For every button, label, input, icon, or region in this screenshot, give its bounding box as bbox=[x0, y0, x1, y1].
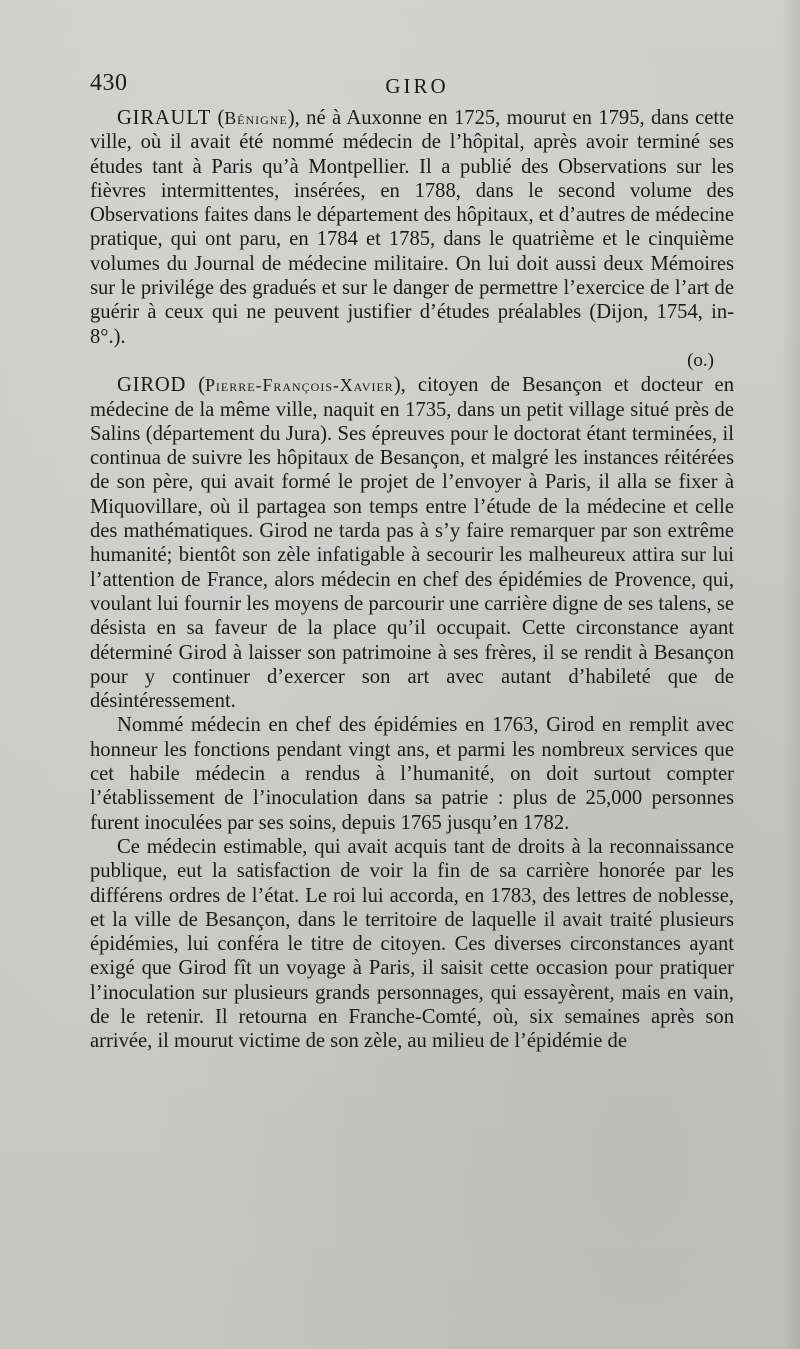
paragraph: Nommé médecin en chef des épidémies en 1763, Girod en remplit avec honneur les fonctions pendant vingt ans, et parmi les nombreux services que cet habile médecin a rendus à l’humanité, on doit surtout compter l’établissement de l’inoculation dans sa patrie : plus de 25,000 personnes furent inoculées par ses soins, depuis 1765 jusqu’en 1782. bbox=[90, 714, 734, 834]
page-body bbox=[90, 106, 734, 1054]
entry-girault: GIRAULT (Bénigne), né à Auxonne en 1725, mourut en 1795, dans cette ville, où il avait été nommé médecin de l’hôpital, après avoir terminé ses études tant à Paris qu’à Montpellier. Il a publié des Observations sur les fièvres intermittentes, insérées, en 1788, dans le second volume des Observations faites dans le département des hôpitaux, et d’autres de médecine pratique, qui ont paru, en 1784 et 1785, dans le quatrième et le cinquième volumes du Journal de médecine militaire. On lui doit aussi deux Mémoires sur le privilége des gradués et sur le danger de permettre l’exercice de l’art de guérir à ceux qui ne peuvent justifier d’études préalables (Dijon, 1754, in-8°.). bbox=[90, 107, 734, 348]
entry-name: GIROD bbox=[117, 374, 187, 397]
entry-text: né à Auxonne en 1725, mourut en 1795, dans cette ville, où il avait été nommé médecin de l’hôpital, après avoir terminé ses études tant à Paris qu’à Montpellier. Il a publié des Observations sur les fièvres intermittentes, insérées, en 1788, dans le second volume des Observations faites dans le département des hôpitaux, et d’autres de médecine pratique, qui ont paru, en 1784 et 1785, dans le quatrième et le cinquième volumes du Journal de médecine militaire. On lui doit aussi deux Mémoires sur le privilége des gradués et sur le danger de permettre l’exercice de l’art de guérir à ceux qui ne peuvent justifier d’études préalables (Dijon, 1754, in-8°.). bbox=[90, 107, 734, 348]
author-signature: (o.) bbox=[687, 349, 714, 371]
page-header bbox=[90, 70, 744, 106]
entry-name: GIRAULT bbox=[117, 107, 212, 129]
entry-girod: GIROD (Pierre-François-Xavier), citoyen de Besançon et docteur en médecine de la même ville, naquit en 1735, dans un petit village situé près de Salins (département du Jura). Ses épreuves pour le doctorat étant terminées, il continua de suivre les hôpitaux de Besançon, et malgré les instances réitérées de son père, qui avait formé le projet de l’envoyer à Paris, il alla se fixer à Miquovillare, où il partagea son temps entre l’étude de la médecine et celle des mathématiques. Girod ne tarda pas à s’y faire remarquer par son extrême humanité; bientôt son zèle infatigable à secourir les malheureux attira sur lui l’attention de France, alors médecin en chef des épidémies de Provence, qui, voulant lui fournir les moyens de parcourir une carrière digne de ses talens, se désista en sa faveur de la place qu’il occupait. Cette circonstance ayant déterminé Girod à laisser son patrimoine à ses frères, il se rendit à Besançon pour y continuer d’exercer son art avec autant d’habileté que de désintéressement. bbox=[90, 374, 734, 713]
paragraph: Ce médecin estimable, qui avait acquis tant de droits à la reconnaissance publique, eut la satisfaction de voir la fin de sa carrière honorée par les différens ordres de l’état. Le roi lui accorda, en 1783, des lettres de noblesse, et la ville de Besançon, dans le territoire de laquelle il avait traité plusieurs épidémies, lui conféra le titre de citoyen. Ces diverses circonstances ayant exigé que Girod fît un voyage à Paris, il saisit cette occasion pour pratiquer l’inoculation sur plusieurs grands personnages, qui essayèrent, mais en vain, de le retenir. Il retourna en Franche-Comté, où, six semaines après son arrivée, il mourut victime de son zèle, au milieu de l’épidémie de bbox=[90, 835, 734, 1053]
entry-forenames: Bénigne bbox=[224, 108, 288, 128]
running-head: GIRO bbox=[385, 74, 449, 98]
page-number: 430 bbox=[90, 70, 128, 96]
entry-forenames: Pierre-François-Xavier bbox=[205, 375, 394, 396]
entry-text: citoyen de Besançon et docteur en médecine de la même ville, naquit en 1735, dans un petit village situé près de Salins (département du Jura). Ses épreuves pour le doctorat étant terminées, il continua de suivre les hôpitaux de Besançon, et malgré les instances réitérées de son père, qui avait formé le projet de l’envoyer à Paris, il alla se fixer à Miquovillare, où il partagea son temps entre l’étude de la médecine et celle des mathématiques. Girod ne tarda pas à s’y faire remarquer par son extrême humanité; bientôt son zèle infatigable à secourir les malheureux attira sur lui l’attention de France, alors médecin en chef des épidémies de Provence, qui, voulant lui fournir les moyens de parcourir une carrière digne de ses talens, se désista en sa faveur de la place qu’il occupait. Cette circonstance ayant déterminé Girod à laisser son patrimoine à ses frères, il se rendit à Besançon pour y continuer d’exercer son art avec autant d’habileté que de désintéressement. bbox=[90, 374, 734, 713]
